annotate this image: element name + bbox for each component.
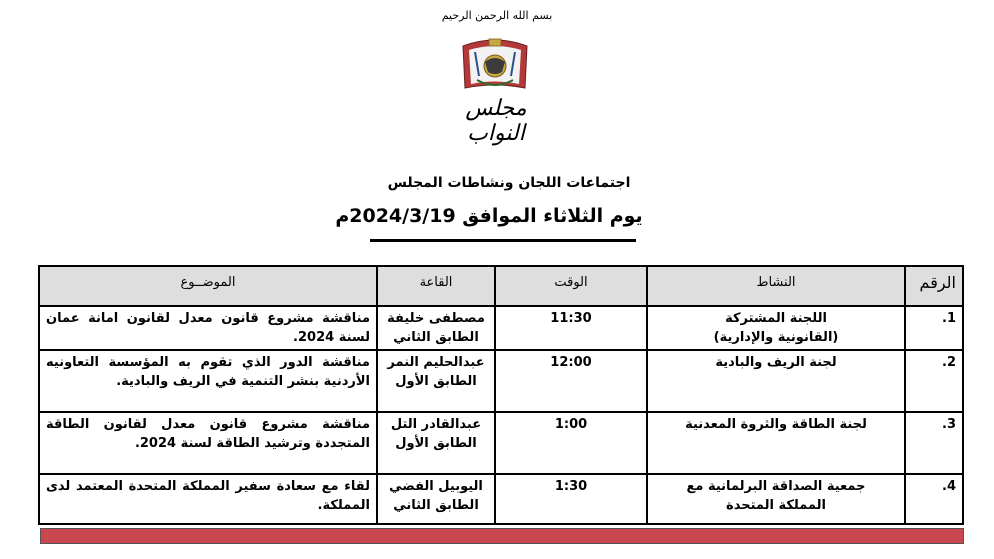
row-number: 2. <box>905 350 963 412</box>
row-number: 1. <box>905 306 963 350</box>
row-activity <box>647 474 905 524</box>
table-row <box>39 350 963 412</box>
row-hall <box>377 306 495 350</box>
column-header-topic: الموضــوع <box>39 266 377 306</box>
table-row <box>39 306 963 350</box>
hall-name: عبدالحليم النمر <box>387 355 485 370</box>
parliament-logo-text: مجلس النواب <box>465 96 527 146</box>
coat-of-arms-emblem <box>455 36 535 94</box>
row-topic: مناقشة الدور الذي تقوم به المؤسسة التعاونيه الأردنية بنشر التنمية في الريف والبادية. <box>39 350 377 412</box>
row-activity <box>647 306 905 350</box>
row-activity <box>647 350 905 412</box>
column-header-hall: القاعة <box>377 266 495 306</box>
agenda-table <box>38 265 964 525</box>
footer-bar <box>40 528 964 544</box>
hall-floor: الطابق الأول <box>395 374 477 389</box>
hall-name: اليوبيل الفضي <box>389 479 483 494</box>
date-underline <box>370 239 636 242</box>
hall-floor: الطابق الثاني <box>393 498 479 513</box>
activity-line: لجنة الريف والبادية <box>715 355 837 370</box>
hall-floor: الطابق الأول <box>395 436 477 451</box>
row-number: 4. <box>905 474 963 524</box>
row-hall <box>377 350 495 412</box>
row-topic: مناقشة مشروع قانون معدل لقانون الطاقة المتجددة وترشيد الطاقة لسنة 2024. <box>39 412 377 474</box>
activity-line: (القانونية والإدارية) <box>713 330 839 345</box>
row-time: 11:30 <box>495 306 647 350</box>
activity-line: المملكة المتحدة <box>726 498 826 513</box>
date-heading: يوم الثلاثاء الموافق 2024/3/19م <box>335 205 643 227</box>
basmala: بسم الله الرحمن الرحيم <box>441 9 553 22</box>
row-hall <box>377 412 495 474</box>
column-header-time: الوقت <box>495 266 647 306</box>
row-hall <box>377 474 495 524</box>
hall-name: عبدالقادر التل <box>390 417 482 432</box>
row-time: 1:30 <box>495 474 647 524</box>
activity-line: لجنة الطاقة والثروة المعدنية <box>685 417 867 432</box>
row-activity <box>647 412 905 474</box>
row-time: 1:00 <box>495 412 647 474</box>
hall-floor: الطابق الثاني <box>393 330 479 345</box>
column-header-activity: النشاط <box>647 266 905 306</box>
row-topic: لقاء مع سعادة سفير المملكة المتحدة المعتمد لدى المملكة. <box>39 474 377 524</box>
hall-name: مصطفى خليفة <box>387 311 485 326</box>
row-topic: مناقشة مشروع قانون معدل لقانون امانة عمان لسنة 2024. <box>39 306 377 350</box>
activity-line: جمعية الصداقة البرلمانية مع <box>686 479 866 494</box>
table-row <box>39 412 963 474</box>
row-number: 3. <box>905 412 963 474</box>
activity-line: اللجنة المشتركة <box>725 311 827 326</box>
column-header-number: الرقم <box>905 266 963 306</box>
table-row <box>39 474 963 524</box>
row-time: 12:00 <box>495 350 647 412</box>
page-title: اجتماعات اللجان ونشاطات المجلس <box>387 175 631 191</box>
table-header-row <box>39 266 963 306</box>
